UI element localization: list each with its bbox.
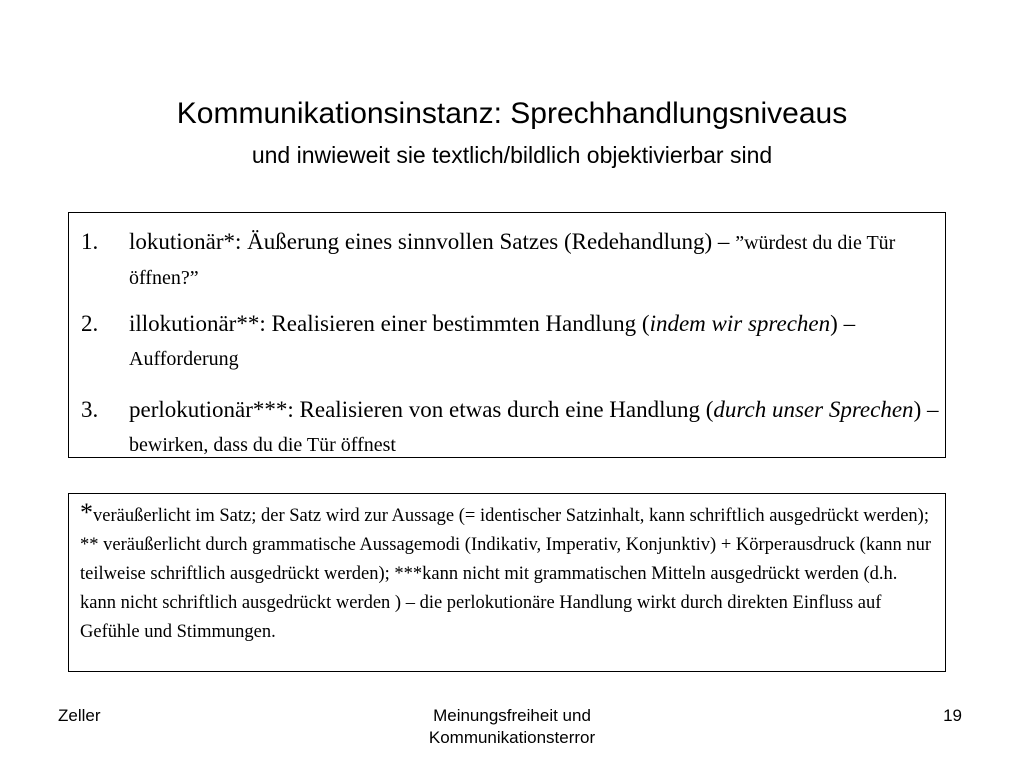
list-example: bewirken, dass du die Tür öffnest: [129, 434, 396, 456]
list-number: 3.: [81, 397, 99, 422]
footer-title-line2: Kommunikationsterror: [428, 728, 596, 747]
footer-author: Zeller: [58, 706, 101, 725]
list-lead: perlokutionär***: Realisieren von etwas durch eine Handlung (: [129, 397, 714, 422]
footer-title: [362, 705, 662, 749]
list-mid: ) –: [830, 311, 856, 336]
list-text: [129, 393, 939, 462]
list-lead: illokutionär**: Realisieren einer bestimmten Handlung (: [129, 311, 650, 336]
footnote-box: [68, 493, 946, 672]
list-text: [129, 225, 939, 295]
list-example: Aufforderung: [129, 348, 239, 370]
list-example: ”würdest du die Tür öffnen?”: [129, 232, 896, 289]
list-text: [129, 307, 939, 376]
slide-title: Kommunikationsinstanz: Sprechhandlungsniveaus: [176, 97, 848, 130]
list-number: 1.: [81, 229, 99, 254]
slide-subtitle: und inwieweit sie textlich/bildlich objektivierbar sind: [251, 142, 773, 168]
list-number: 2.: [81, 311, 99, 336]
list-italic: indem wir sprechen: [649, 311, 831, 336]
footer-title-line1: Meinungsfreiheit und: [433, 706, 591, 725]
footnote-star: *: [80, 498, 93, 527]
footnote-text: veräußerlicht im Satz; der Satz wird zur Aussage (= identischer Satzinhalt, kann schriftlich ausgedrückt werden); ** veräußerlicht durch grammatische Aussagemodi (Indikativ, Imperativ, Konjunktiv) + Körperausdruck (kann nur teilweise schriftlich ausgedrückt werden); ***kann nicht mit grammatischen Mitteln ausgedrückt werden (d.h. kann nicht schriftlich ausgedrückt werden ) – die perlokutionäre Handlung wirkt durch direkten Einfluss auf Gefühle und Stimmungen.: [80, 506, 932, 642]
speech-act-list-box: [68, 212, 946, 458]
list-lead: lokutionär*: Äußerung eines sinnvollen Satzes (Redehandlung) –: [129, 229, 730, 254]
list-italic: durch unser Sprechen: [713, 397, 914, 422]
list-mid: ) –: [913, 397, 939, 422]
page-number: 19: [943, 706, 962, 725]
